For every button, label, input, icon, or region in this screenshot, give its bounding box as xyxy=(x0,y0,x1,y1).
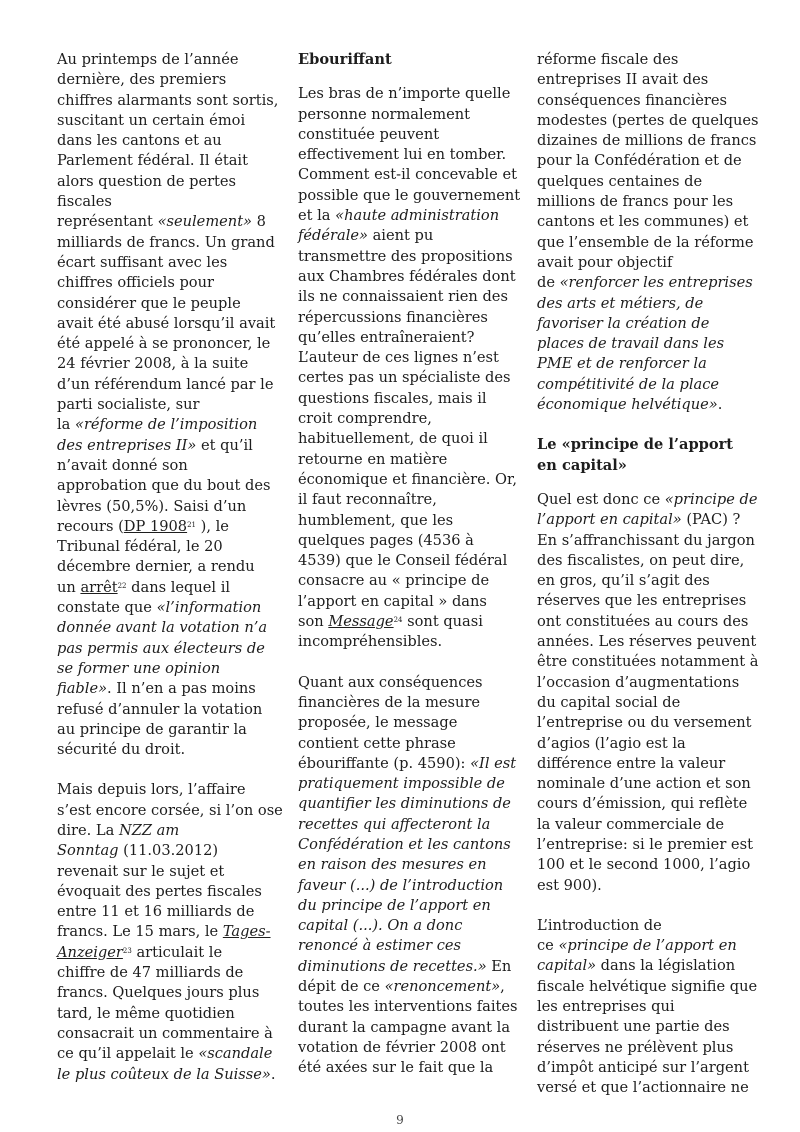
text-line: d’impôt anticipé sur l’argent xyxy=(537,1058,749,1076)
text-line: Tribunal fédéral, le 20 xyxy=(57,538,223,556)
text-line: refusé d’annuler la votation xyxy=(57,700,263,718)
text-line: sécurité du droit. xyxy=(57,741,186,759)
text-line: est 900). xyxy=(537,876,602,894)
text-line: lèvres (50,5%). Saisi d’un xyxy=(57,497,247,515)
text-line: l’entreprise ou du versement xyxy=(537,714,752,732)
text-line: réserves ne prélèvent plus xyxy=(537,1038,734,1056)
text-line: fiscale helvétique signifie que xyxy=(537,977,758,995)
text-line: 100 et le second 1000, l’agio xyxy=(537,856,751,874)
text-line: francs. Quelques jours plus xyxy=(57,984,260,1002)
text-line: nominale d’une action et son xyxy=(537,775,751,793)
text-line: dire. La NZZ am xyxy=(57,821,180,839)
text-line: ils ne connaissaient rien des xyxy=(298,288,508,306)
text-line: Mais depuis lors, l’affaire xyxy=(57,781,246,799)
text-line: les entreprises qui xyxy=(537,998,675,1016)
text-line: proposée, le message xyxy=(298,714,458,732)
text-line: et la «haute administration xyxy=(298,207,500,225)
text-line: représentant «seulement» 8 xyxy=(57,213,266,231)
text-line: d’un référendum lancé par le xyxy=(57,375,274,393)
text-line: ce «principe de l’apport en xyxy=(537,937,737,955)
text-line: retourne en matière xyxy=(298,450,448,468)
text-line: l’occasion d’augmentations xyxy=(537,673,740,691)
text-line: consacrait un commentaire à xyxy=(57,1024,273,1042)
column-1 xyxy=(57,50,283,1105)
text-line: cantons et les communes) et xyxy=(537,213,749,231)
text-line: favoriser la création de xyxy=(537,314,710,332)
text-line: été appelé à se prononcer, le xyxy=(57,335,271,353)
paragraph xyxy=(57,780,283,1084)
text-line: fédérale» aient pu xyxy=(298,227,434,245)
text-line: économique et financière. Or, xyxy=(298,470,518,488)
text-line: revenait sur le sujet et xyxy=(57,862,225,880)
text-line: personne normalement xyxy=(298,105,471,123)
text-line: durant la campagne avant la xyxy=(298,1018,511,1036)
text-line: donnée avant la votation n’a xyxy=(57,619,268,637)
text-line: Sonntag (11.03.2012) xyxy=(57,842,219,860)
text-line: Anzeiger$^{23}$ articulait le xyxy=(57,943,223,961)
text-line: être constituées notamment à xyxy=(537,653,759,671)
text-line: dizaines de millions de francs xyxy=(537,132,757,150)
text-line: compétitivité de la place xyxy=(537,375,720,393)
text-line: chiffres alarmants sont sortis, xyxy=(57,91,279,109)
text-line: ont constituées au cours des xyxy=(537,612,749,630)
text-line: l’entreprise: si le premier est xyxy=(537,835,753,853)
text-line: se former une opinion xyxy=(57,659,221,677)
text-line: été axées sur le fait que la xyxy=(298,1059,494,1077)
text-line: la «réforme de l’imposition xyxy=(57,416,258,434)
footnote-ref: 21 xyxy=(187,520,197,529)
text-line: qu’elles entraîneraient? xyxy=(298,328,475,346)
text-line: possible que le gouvernement xyxy=(298,186,521,204)
text-line: avait pour objectif xyxy=(537,253,673,271)
paragraph xyxy=(298,84,521,652)
section-heading: Ebouriffant xyxy=(298,51,392,68)
text-line: ce qu’il appelait le «scandale xyxy=(57,1045,273,1063)
text-line: de «renforcer les entreprises xyxy=(537,274,753,292)
footnote-ref: 24 xyxy=(393,616,403,625)
text-line: consacre au « principe de xyxy=(298,572,490,590)
text-line: décembre dernier, a rendu xyxy=(57,558,255,576)
text-line: parti socialiste, sur xyxy=(57,396,200,414)
text-line: certes pas un spécialiste des xyxy=(298,369,511,387)
paragraph xyxy=(537,916,758,1099)
text-line: tard, le même quotidien xyxy=(57,1004,235,1022)
text-line: constate que «l’information xyxy=(57,599,262,617)
text-line: toutes les interventions faites xyxy=(298,998,518,1016)
text-line: considérer que le peuple xyxy=(57,294,241,312)
footnote-ref: 22 xyxy=(117,581,127,590)
text-line: Confédération et les cantons xyxy=(298,835,511,853)
text-line: différence entre la valeur xyxy=(537,754,726,772)
text-line: au principe de garantir la xyxy=(57,720,247,738)
text-line: le plus coûteux de la Suisse». xyxy=(57,1065,276,1083)
text-line: du capital social de xyxy=(537,693,681,711)
text-line: entre 11 et 16 milliards de xyxy=(57,903,255,921)
text-line: financières de la mesure xyxy=(298,693,481,711)
text-line: réserves que les entreprises xyxy=(537,592,747,610)
text-line: Au printemps de l’année xyxy=(57,51,239,68)
text-line: en gros, qu’il s’agit des xyxy=(537,572,710,590)
text-line: répercussions financières xyxy=(298,308,488,326)
text-line: son Message$^{24}$ sont quasi xyxy=(298,613,483,631)
text-line: la valeur commerciale de xyxy=(537,815,724,833)
paragraph xyxy=(298,673,518,1079)
text-line: des arts et métiers, de xyxy=(537,294,704,312)
text-line: millions de francs pour les xyxy=(537,193,734,211)
text-line: recours (DP 1908$^{21}$ ), le xyxy=(57,517,229,535)
text-line: fiable». Il n’en a pas moins xyxy=(57,680,256,698)
text-line: transmettre des propositions xyxy=(298,247,513,265)
text-line: Parlement fédéral. Il était xyxy=(57,152,248,170)
text-line: économique helvétique». xyxy=(537,396,723,414)
tages-anzeiger-link[interactable]: Tages- xyxy=(222,923,271,941)
text-line: conséquences financières xyxy=(537,91,728,109)
text-line: modestes (pertes de quelques xyxy=(537,111,759,129)
text-line: pratiquement impossible de xyxy=(298,775,505,793)
text-line: faveur (...) de l’introduction xyxy=(298,876,504,894)
text-line: du principe de l’apport en xyxy=(298,896,491,914)
text-line: fiscales xyxy=(57,193,112,211)
text-line: chiffres officiels pour xyxy=(57,274,214,292)
text-line: un arrêt$^{22}$ dans lequel il xyxy=(57,578,231,596)
text-line: chiffre de 47 milliards de xyxy=(57,964,244,982)
text-line: approbation que du bout des xyxy=(57,477,271,495)
text-line: cours d’émission, qui reflète xyxy=(537,795,748,813)
text-line: constituée peuvent xyxy=(298,125,440,143)
section-heading: Le «principe de l’apport en capital» xyxy=(537,436,734,474)
text-line: Les bras de n’importe quelle xyxy=(298,85,511,103)
text-line: quelques pages (4536 à xyxy=(298,531,474,549)
text-line: Comment est-il concevable et xyxy=(298,166,517,184)
text-line: L’introduction de xyxy=(537,916,662,934)
text-line: des entreprises II» et qu’il xyxy=(57,436,253,454)
text-line: En s’affranchissant du jargon xyxy=(537,531,755,549)
text-line: évoquait des pertes fiscales xyxy=(57,882,262,900)
text-line: incompréhensibles. xyxy=(298,633,443,651)
text-line: contient cette phrase xyxy=(298,734,456,752)
text-line: votation de février 2008 ont xyxy=(298,1038,506,1056)
text-line: effectivement lui en tomber. xyxy=(298,146,507,164)
message-link[interactable]: Message xyxy=(328,613,394,631)
text-line: s’est encore corsée, si l’on ose xyxy=(57,801,283,819)
text-line: écart suffisant avec les xyxy=(57,253,228,271)
text-line: questions fiscales, mais il xyxy=(298,389,487,407)
text-line: suscitant un certain émoi xyxy=(57,111,246,129)
text-line: Quant aux conséquences xyxy=(298,673,483,691)
column-2 xyxy=(298,50,521,1099)
text-line: ébouriffante (p. 4590): «Il est xyxy=(298,754,517,772)
arret-link[interactable]: arrêt xyxy=(80,578,118,596)
text-line: années. Les réserves peuvent xyxy=(537,633,757,651)
text-line: places de travail dans les xyxy=(537,335,725,353)
text-line: quelques centaines de xyxy=(537,172,703,190)
text-line: il faut reconnaître, xyxy=(298,491,437,509)
paragraph xyxy=(537,50,759,415)
text-line: habituellement, de quoi il xyxy=(298,430,488,448)
text-line: quantifier les diminutions de xyxy=(298,795,511,813)
text-line: d’agios (l’agio est la xyxy=(537,734,686,752)
text-line: avait été abusé lorsqu’il avait xyxy=(57,314,276,332)
tages-anzeiger-link[interactable]: Anzeiger xyxy=(57,943,123,961)
text-line: dernière, des premiers xyxy=(57,71,227,89)
text-line: milliards de francs. Un grand xyxy=(57,233,275,251)
text-line: l’apport en capital» (PAC) ? xyxy=(537,511,741,529)
text-line: aux Chambres fédérales dont xyxy=(298,267,516,285)
text-line: diminutions de recettes.» En xyxy=(298,957,512,975)
text-line: Quel est donc ce «principe de xyxy=(537,490,758,508)
text-line: pas permis aux électeurs de xyxy=(57,639,265,657)
text-line: l’apport en capital » dans xyxy=(298,592,487,610)
text-line: dépit de ce «renoncement», xyxy=(298,978,505,996)
text-line: alors question de pertes xyxy=(57,172,237,190)
text-line: L’auteur de ces lignes n’est xyxy=(298,349,499,367)
text-line: PME et de renforcer la xyxy=(537,355,707,373)
dp-1908-link[interactable]: DP 1908 xyxy=(123,517,188,535)
text-line: n’avait donné son xyxy=(57,456,188,474)
text-line: capital» dans la législation xyxy=(537,957,736,975)
paragraph xyxy=(537,490,759,896)
text-line: capital (...). On a donc xyxy=(298,917,463,935)
text-line: que l’ensemble de la réforme xyxy=(537,233,754,251)
text-line: recettes qui affecteront la xyxy=(298,815,491,833)
text-line: en raison des mesures en xyxy=(298,856,487,874)
page-number: 9 xyxy=(396,1113,404,1127)
text-line: croit comprendre, xyxy=(298,410,432,428)
text-line: entreprises II avait des xyxy=(537,71,709,89)
text-line: des fiscalistes, on peut dire, xyxy=(537,551,745,569)
text-line: réforme fiscale des xyxy=(537,51,679,68)
text-line: 24 février 2008, à la suite xyxy=(57,355,249,373)
text-line: humblement, que les xyxy=(298,511,454,529)
footnote-ref: 23 xyxy=(122,946,132,955)
text-line: pour la Confédération et de xyxy=(537,152,742,170)
text-line: distribuent une partie des xyxy=(537,1018,730,1036)
text-line: renoncé à estimer ces xyxy=(298,937,462,955)
text-line: dans les cantons et au xyxy=(57,132,222,150)
text-line: 4539) que le Conseil fédéral xyxy=(298,552,508,570)
text-line: francs. Le 15 mars, le Tages- xyxy=(57,923,271,941)
column-3 xyxy=(537,50,759,1119)
paragraph xyxy=(57,50,279,760)
text-line: versé et que l’actionnaire ne xyxy=(537,1079,749,1097)
